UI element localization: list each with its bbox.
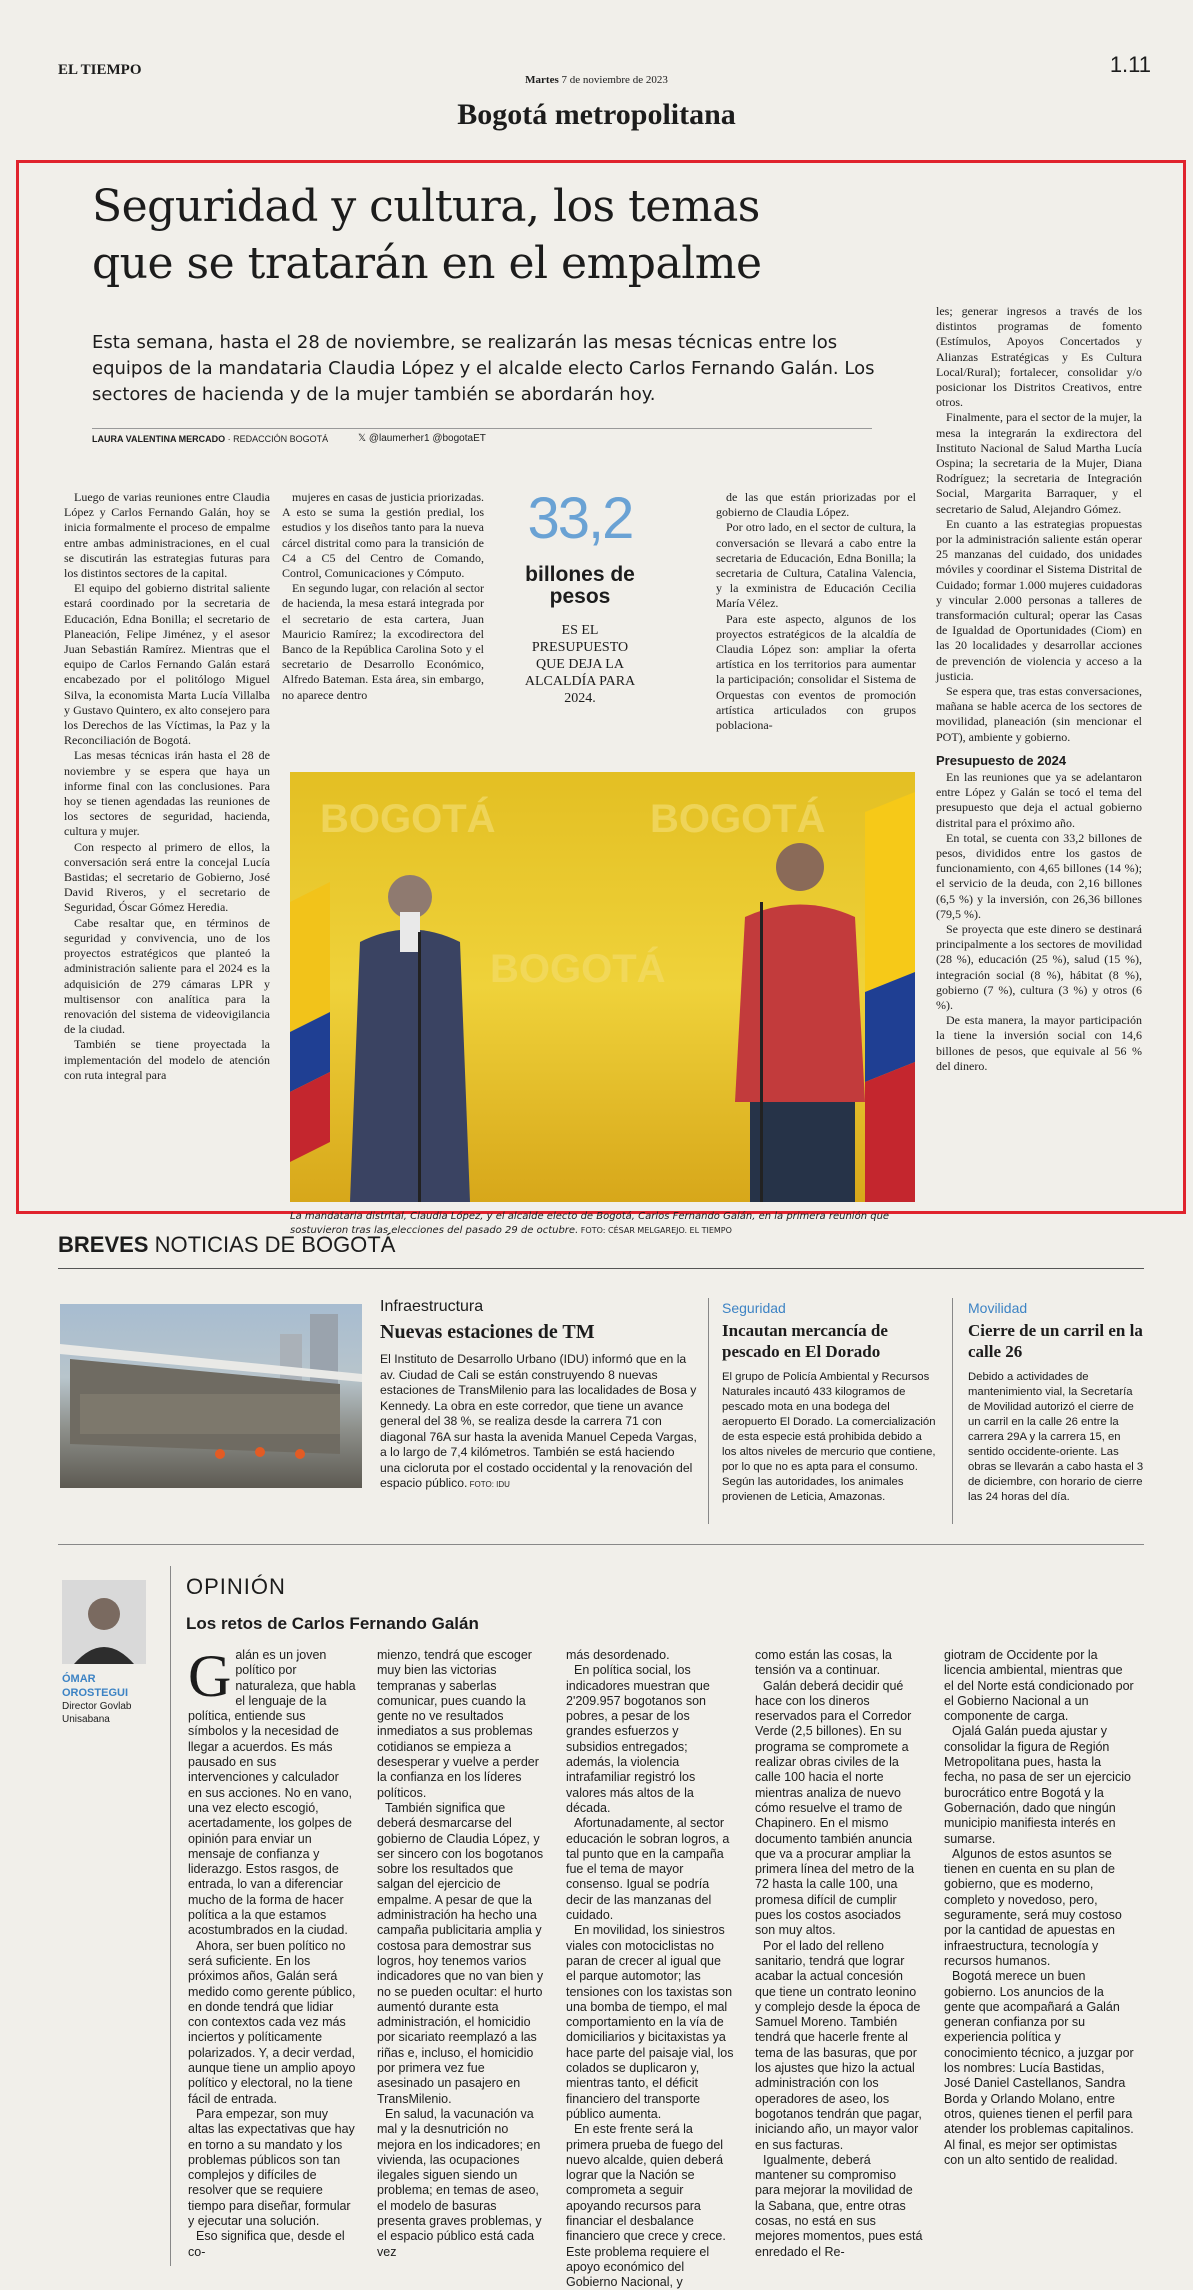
breve-text: Debido a actividades de mantenimiento vial, la Secretaría de Movilidad autorizó el cierre de un carril en la calle 26 entre la carrera 29A y la carrera 15, en sentido occidente-oriente. Las obras se llevarán a cabo hasta el 3 de diciembre, con horario de cierre las 24 horas del día. [968,1371,1144,1503]
paragraph: En salud, la vacunación va mal y la desnutrición no mejora en los indicadores; en vivienda, las ocupaciones ilegales siguen siendo un problema; en temas de aseo, el modelo de basuras presenta graves problemas, y el espacio público está cada vez [377,2106,542,2259]
speaker-left [350,875,470,1202]
paragraph: El equipo del gobierno distrital saliente estará coordinado por la secretaria de Educación, Edna Bonilla; el secretario de Planeación, Felipe Jiménez, y el asesor Juan Sebastián Ramírez. Mientras que el equipo de Carlos Fernando Galán estará encabezado por el politólogo Miguel Silva, la economista Marta Lucía Villalba y Gustavo Quintero, ex alto consejero para los Derechos de las Víctimas, la Paz y la Reconciliación de Bogotá. [64,581,270,748]
paragraph: Ojalá Galán pueda ajustar y consolidar la figura de Región Metropolitana pues, hasta la fecha, no pasa de ser un ejercicio burocrático entre Bogotá y la Gobernación, dado que ningún municipio manifiesta interés en sumarse. [944,1724,1131,1846]
byline-desk: · REDACCIÓN BOGOTÁ [225,434,329,444]
column-divider [170,1566,171,2266]
breve-kicker: Seguridad [722,1300,786,1316]
paragraph: En cuanto a las estrategias propuestas por la administración saliente están operar 25 manzanas del cuidado, dos unidades móviles y coordinar el Sistema Distrital de Cuidado; formar 1.000 mujeres cuidadoras y vincular 2.000 personas a talleres de transformación cultural; operar las Casas de Igualdad de Oportunidades (Ciom) en las 20 localidades y desarrollar acciones de prevención de violencia y acceso a la justicia. [936,516,1142,683]
article-photo [290,772,915,1202]
paragraph: Luego de varias reuniones entre Claudia López y Carlos Fernando Galán, hoy se inicia formalmente el proceso de empalme entre ambas administraciones, en el cual se discutirán las estrategias futuras para los distintos sectores de la capital. [64,490,270,581]
paragraph: También significa que deberá desmarcarse del gobierno de Claudia López, y ser sincero con los bogotanos sobre los resultados que salgan del ejercicio de empalme. A pesar de que la administración ha hecho una campaña publicitaria amplia y costosa para demostrar sus logros, hoy tenemos varios indicadores que no van bien y no se pueden ocultar: el hurto aumentó durante esta administración, el homicidio por sicariato reemplazó a las riñas e, incluso, el homicidio por primera vez fue asesinado un pasajero en TransMilenio. [377,1800,544,2106]
author-portrait [62,1580,146,1664]
breve-title: Incautan mercancía de pescado en El Dorado [722,1321,888,1361]
article-lead: Esta semana, hasta el 28 de noviembre, se realizarán las mesas técnicas entre los equipos de la mandataria Claudia López y el alcalde electo Carlos Fernando Galán. Los sectores de hacienda y de la mujer también se abordarán hoy. [92,332,875,405]
paragraph: les; generar ingresos a través de los distintos programas de fomento (Estímulos, Apoyos Concertados y Alianzas Estratégicas y Es Cultura Local/Rural); fortalecer, consolidar y/o posicionar los Distritos Creativos, entre otros. [936,304,1142,410]
breve-title: Nuevas estaciones de TM [380,1321,595,1343]
paragraph: En las reuniones que ya se adelantaron entre López y Galán se tocó el tema del presupuesto que deja el actual gobierno distrital para el próximo año. [936,769,1142,830]
subheading: Presupuesto de 2024 [936,752,1067,768]
paragraph: mujeres en casas de justicia priorizadas. A esto se suma la gestión predial, los estudios y los diseños tanto para la nueva cárcel distrital como para la transición de C4 a C5 del Centro de Comando, Control, Comunicaciones y Cómputo. [282,490,484,581]
paragraph: Igualmente, deberá mantener su compromiso para mejorar la movilidad de la Sabana, que, entre otras cosas, no está en sus mejores momentos, pues está enredado el Re- [755,2152,923,2259]
opinion-column-3 [566,1648,734,2290]
breve-text: El grupo de Policía Ambiental y Recursos Naturales incautó 433 kilogramos de pescado mota en una bodega del aeropuerto El Dorado. La comercialización de esta especie está prohibida debido a los altos niveles de mercurio que contiene, por lo que no es apta para el consumo. Según las autoridades, los animales provienen de Leticia, Amazonas. [722,1371,936,1503]
breve-title: Cierre de un carril en la calle 26 [968,1321,1143,1361]
photo-illustration [290,772,915,1202]
station-illustration [60,1304,362,1488]
breve-kicker: Infraestructura [380,1298,484,1315]
caption-text: La mandataria distrital, Claudia López, y el alcalde electo de Bogotá, Carlos Fernando Galán, en la primera reunión que sostuvieron tras las elecciones del pasado 29 de octubre. [290,1211,890,1236]
paragraph: También se tiene proyectada la implementación del modelo de atención con ruta integral para [64,1037,270,1082]
article-column-4 [936,304,1142,1074]
paragraph: Para este aspecto, algunos de los proyectos estratégicos de la alcaldía de Claudia López son: ampliar la oferta artística en los territorios para aumentar la participación; consolidar el Sistema de Orquestas con eventos de promoción artística articulados con grupos poblaciona- [716,611,916,733]
headline-line-2: que se tratarán en el empalme [92,238,762,289]
paragraph: Se espera que, tras estas conversaciones, mañana se hable acerca de los sectores de movilidad, planeación (sin mencionar el POT), ambiente y gobierno. [936,684,1142,744]
headline-line-1: Seguridad y cultura, los temas [92,181,760,232]
budget-figure-caption: ES EL PRESUPUESTO QUE DEJA LA ALCALDÍA PARA 2024. [524,623,636,706]
paragraph: Para empezar, son muy altas las expectativas que hay en torno a su mandato y los problemas públicos son tan complejos y difíciles de resolver que se requiere tiempo para diseñar, formular y ejecutar una solución. [188,2106,355,2228]
paragraph: En movilidad, los siniestros viales con motociclistas no paran de crecer al igual que el parque automotor; las tensiones con los taxistas son una bomba de tiempo, el mal comportamiento en la vía de domiciliarios y bicitaxistas ya hace parte del paisaje vial, los colados se duplicaron y, mientras tanto, el déficit financiero del transporte público aumenta. [566,1923,734,2121]
paragraph: Ahora, ser buen político no será suficiente. En los próximos años, Galán será medido como gerente público, en donde tendrá que lidiar con contextos cada vez más inciertos y políticamente polarizados. Y, a decir verdad, aunque tiene un amplio apoyo político y electoral, no la tiene fácil de entrada. [188,1938,356,2106]
author-role-2: Unisabana [62,1714,110,1725]
paragraph-text: alán es un joven político por naturaleza, que habla el lenguaje de la política, entiende sus símbolos y la necesidad de llegar a acuerdos. Es más pausado en sus intervenciones y calculador en sus acciones. No en vano, una vez electo escogió, acertadamente, los golpes de opinión para enviar un mensaje de confianza y liderazgo. Estos rasgos, de entrada, lo van a diferenciar mucho de la forma de hacer política a la que estamos acostumbrados en la ciudad. [188,1648,356,1938]
paragraph: En segundo lugar, con relación al sector de hacienda, la mesa estará integrada por el secretario de esta cartera, Juan Mauricio Ramírez; la excodirectora del Banco de la República Carolina Soto y el secretario de Desarrollo Económico, Alfredo Bateman. Esta área, sin embargo, no aparece dentro [282,581,484,702]
photo-credit: FOTO: CÉSAR MELGAREJO. EL TIEMPO [578,1226,732,1235]
page-number: 1.11 [1109,52,1151,77]
paragraph: mienzo, tendrá que escoger muy bien las victorias tempranas y saberlas comunicar, pues cuando la gente no ve resultados inmediatos a sus problemas cotidianos se empieza a desesperar y vuelve a perder la confianza en los líderes políticos. [377,1648,539,1800]
transmilenio-station-photo [60,1304,362,1488]
paragraph: De esta manera, la mayor participación la tiene la inversión social con 14,6 billones de pesos, que equivale al 56 % del dinero. [936,1013,1142,1073]
author-first-name: ÓMAR [62,1673,96,1685]
byline [92,434,328,444]
opinion-column-1 [188,1643,356,2260]
drop-cap: G [188,1643,232,1709]
microphone-stand [418,932,421,1202]
paragraph: Bogotá merece un buen gobierno. Los anuncios de la gente que acompañará a Galán generan confianza por su experiencia política y conocimiento técnico, a juzgar por los nombres: Lucía Bastidas, José Daniel Castellanos, Sandra Borda y Orlando Molano, entre otros, quienes tienen el perfil para atender los problemas capitalinos. Al final, es mejor ser optimistas con un alto sentido de realidad. [944,1969,1134,2167]
paragraph: de las que están priorizadas por el gobierno de Claudia López. [716,490,916,520]
paragraph: Las mesas técnicas irán hasta el 28 de noviembre y se espera que haya un informe final con las conclusiones. Para hoy se tienen agendadas las reuniones de los sectores de seguridad, hacienda, cultura y mujer. [64,748,270,839]
article-column-3 [716,490,916,733]
author-role [62,1700,131,1726]
author-photo [62,1580,146,1664]
paragraph: En total, se cuenta con 33,2 billones de pesos, divididos entre los gastos de funcionamiento, con 4,65 billones (14 %); el servicio de la deuda, con 2,16 billones (6,5 %) y la inversión, con 26,36 billones (79,5 %). [936,830,1142,921]
breves-divider [58,1268,1144,1269]
paragraph: como están las cosas, la tensión va a continuar. [755,1648,892,1678]
breve-credit: FOTO: IDU [467,1480,510,1489]
breves-title [58,1232,395,1258]
opinion-kicker: OPINIÓN [186,1574,286,1599]
article-headline [92,178,922,292]
speaker-right [735,843,865,1202]
paragraph: Afortunadamente, al sector educación le sobran logros, a tal punto que en la campaña fue el tema de mayor consenso. Igual se podría decir de las manzanas del cuidado. [566,1816,730,1923]
issue-date [0,74,1193,86]
opinion-column-2 [377,1648,545,2260]
section-divider [58,1544,1144,1545]
paragraph: Finalmente, para el sector de la mujer, la mesa la integrarán la exdirectora del Instituto Nacional de Salud Martha Lucía Ospina; la secretaria de la Mujer, Diana Rodríguez; la secretaria de Integración Social, Margarita Barraquer, y el secretario de Salud, Alejandro Gómez. [936,410,1142,516]
paragraph [188,1643,356,1939]
paragraph: En este frente será la primera prueba de fuego del nuevo alcalde, quien deberá lograr que la Nación se comprometa a seguir apoyando recursos para financiar el desbalance financiero que crece y crece. Este problema requiere el apoyo económico del Gobierno Nacional, y [566,2122,726,2290]
issue-day: Martes [525,74,559,86]
breves-title-bold: BREVES [58,1232,149,1257]
opinion-column-5 [944,1648,1134,2168]
paragraph: Galán deberá decidir qué hace con los dineros reservados para el Corredor Verde (2,5 billones). En su programa se compromete a realizar obras civiles de la calle 100 hacia el norte mientras analiza de nuevo cómo resuelve el tramo de Chapinero. En el mismo documento también anuncia que va a procurar ampliar la primera línea del metro de la 72 hasta la calle 100, una promesa difícil de cumplir pues los costos asociados son muy altos. [755,1678,915,1938]
author-name [62,1672,128,1700]
paragraph: más desordenado. [566,1648,670,1662]
paragraph: Cabe resaltar que, en términos de seguridad y convivencia, uno de los proyectos estratégicos que planteó la administración saliente para el 2024 es la adquisición de 279 cámaras LPR y multisensor con analítica para la renovación del sistema de videovigilancia de la ciudad. [64,915,270,1037]
paragraph: Por el lado del relleno sanitario, tendrá que lograr acabar la actual concesión que tiene un contrato leonino y complejo desde la época de Samuel Moreno. También tendrá que hacerle frente al tema de las basuras, que por los ajustes que hizo la actual administración con los operadores de aseo, los bogotanos tendrán que pagar, iniciando año, un mayor valor en sus facturas. [755,1938,922,2152]
microphone-stand [760,902,763,1202]
issue-date-rest: 7 de noviembre de 2023 [558,74,668,86]
breve-text [380,1352,698,1493]
author-role-1: Director Govlab [62,1701,132,1712]
paragraph: Con respecto al primero de ellos, la conversación será entre la concejal Lucía Bastidas; el secretario de Gobierno, José David Riveros, y el secretario de Seguridad, Óscar Gómez Heredia. [64,839,270,915]
byline-divider [92,428,872,429]
author-last-name: OROSTEGUI [62,1687,129,1699]
article-column-1 [64,490,270,1083]
paragraph: Algunos de estos asuntos se tienen en cuenta en su plan de gobierno, que es moderno, completo y novedoso, pero, seguramente, será muy costoso por la cantidad de apuestas en infraestructura, tecnología y recursos humanos. [944,1846,1122,1968]
colombia-flag-right [865,792,915,1202]
article-column-2 [282,490,484,703]
breves-title-rest: NOTICIAS DE BOGOTÁ [148,1232,396,1257]
budget-figure-unit: billones de pesos [525,563,635,608]
paragraph: giotram de Occidente por la licencia ambiental, mientras que el del Norte está condicionado por el Gobierno Nacional a un componente de carga. [944,1648,1134,1724]
budget-figure: 33,2 [527,486,633,551]
breve-body: El Instituto de Desarrollo Urbano (IDU) informó que en la av. Ciudad de Cali se están construyendo 8 nuevas estaciones de TransMilenio para las localidades de Bosa y Kennedy. La obra en este corredor, que tiene un avance general del 38 %, se realiza desde la carrera 71 con diagonal 76A sur hasta la avenida Manuel Cepeda Vargas, a lo largo de 7,4 kilómetros. También se está haciendo una cicloruta por el costado occidental y la renovación del espacio público. [380,1352,697,1490]
column-divider [708,1298,709,1524]
backdrop-text: BOGOTÁ [650,797,826,841]
social-handles: 𝕏 @laumerher1 @bogotaET [358,433,486,444]
byline-name: LAURA VALENTINA MERCADO [92,434,226,444]
paragraph: Se proyecta que este dinero se destinará principalmente a los sectores de movilidad (28 %), educación (25 %), salud (15 %), integración social (8 %), hábitat (8 %), gobierno (7 %), cultura (3 %) y otros (6 %). [936,921,1142,1012]
opinion-column-4 [755,1648,923,2260]
opinion-title: Los retos de Carlos Fernando Galán [186,1614,479,1633]
paragraph: En política social, los indicadores muestran que 2'209.957 bogotanos son pobres, a pesar de los grandes esfuerzos y subsidios entregados; además, la violencia intrafamiliar registró los valores más altos de la década. [566,1663,710,1815]
breve-kicker: Movilidad [968,1300,1028,1316]
section-title: Bogotá metropolitana [457,98,736,131]
backdrop-text: BOGOTÁ [320,797,496,841]
newspaper-logo: EL TIEMPO [58,62,142,78]
paragraph: Por otro lado, en el sector de cultura, la conversación se llevará a cabo entre la secretaria de Educación, Edna Bonilla; la secretaria de Cultura, Catalina Valencia, y la exministra de Educación Cecilia María Vélez. [716,520,916,611]
backdrop-text: BOGOTÁ [490,947,666,991]
colombia-flag-left [290,882,330,1162]
column-divider [952,1298,953,1524]
paragraph: Eso significa que, desde el co- [188,2229,345,2259]
